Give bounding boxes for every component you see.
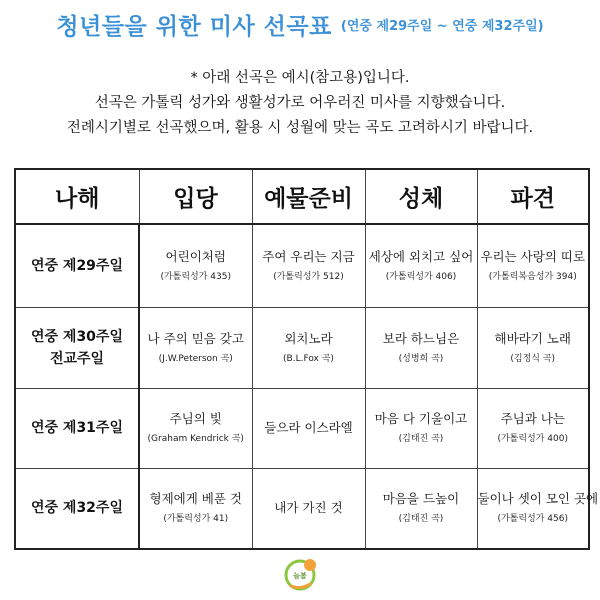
column-header-dismissal: 파견 — [477, 169, 589, 224]
song-title: 나 주의 믿음 갖고 — [147, 330, 244, 346]
row-week-label — [15, 307, 139, 388]
song-source: (가톨릭성가 41) — [163, 514, 229, 525]
song-source: (김태진 곡) — [398, 434, 444, 444]
song-source: (가톨릭성가 400) — [497, 434, 569, 444]
logo-icon — [283, 556, 321, 592]
song-cell — [252, 388, 365, 468]
note-line: * 아래 선곡은 예시(참고용)입니다. — [190, 70, 410, 86]
row-week-label — [15, 224, 139, 307]
row-week-label — [15, 468, 139, 549]
song-cell — [139, 468, 252, 549]
song-source: (J.W.Peterson 곡) — [158, 353, 233, 364]
week-name: 연중 제30주일 — [31, 328, 123, 345]
song-cell — [477, 388, 589, 468]
song-source: (가톨릭성가 512) — [273, 271, 344, 282]
song-cell — [477, 224, 589, 307]
table-row — [15, 388, 589, 468]
song-title: 어린이처럼 — [165, 248, 226, 264]
logo-swoosh — [291, 584, 310, 588]
song-title: 들으라 이스라엘 — [264, 420, 353, 435]
song-cell — [477, 307, 589, 388]
song-source: (김태진 곡) — [398, 514, 444, 525]
song-source: (김정식 곡) — [510, 353, 556, 364]
song-title: 외치노라 — [284, 330, 333, 346]
song-source: (가톨릭성가 406) — [385, 271, 457, 282]
song-title: 둘이나 셋이 모인 곳에 — [477, 491, 599, 507]
song-cell — [139, 307, 252, 388]
column-header-communion: 성체 — [365, 169, 477, 224]
logo-text: 늘봄 — [293, 572, 307, 580]
song-title: 주님과 나는 — [500, 411, 565, 426]
song-title: 세상에 외치고 싶어 — [368, 248, 474, 264]
song-source: (가톨릭복음성가 394) — [488, 271, 577, 282]
week-name: 연중 제32주일 — [31, 500, 123, 517]
notes — [0, 66, 600, 141]
title-row — [0, 8, 600, 42]
song-title: 마음 다 기울이고 — [374, 411, 468, 426]
song-title: 마음을 드높이 — [382, 491, 460, 507]
song-source: (성병희 곡) — [398, 353, 444, 364]
song-cell — [252, 224, 365, 307]
song-title: 해바라기 노래 — [494, 330, 571, 346]
week-name: 연중 제31주일 — [31, 420, 123, 436]
page-subtitle: (연중 제29주일 ~ 연중 제32주일) — [340, 19, 544, 34]
song-cell — [365, 468, 477, 549]
table-row — [15, 468, 589, 549]
column-header-offertory: 예물준비 — [252, 169, 365, 224]
note-line: 선곡은 가톨릭 성가와 생활성가로 어우러진 미사를 지향했습니다. — [94, 95, 506, 111]
song-cell — [365, 307, 477, 388]
column-header-year: 나해 — [15, 169, 139, 224]
song-source: (B.L.Fox 곡) — [283, 353, 334, 364]
song-title: 주님의 빛 — [169, 411, 222, 426]
logo-orange-dot — [304, 559, 316, 571]
song-cell — [477, 468, 599, 549]
song-source: (Graham Kendrick 곡) — [147, 434, 244, 444]
song-source: (가톨릭성가 456) — [497, 514, 569, 525]
song-title: 형제에게 베푼 것 — [149, 491, 242, 507]
song-title: 내가 가진 것 — [274, 500, 343, 516]
song-cell — [365, 224, 477, 307]
song-cell — [139, 224, 252, 307]
table-row — [15, 224, 589, 307]
row-week-label — [15, 388, 139, 468]
table-header-row — [15, 169, 589, 224]
song-title: 보라 하느님은 — [382, 330, 460, 346]
song-cell — [365, 388, 477, 468]
week-feast: 전교주일 — [49, 350, 105, 367]
song-cell — [252, 307, 365, 388]
week-name: 연중 제29주일 — [31, 257, 123, 274]
song-cell — [139, 388, 252, 468]
song-source: (가톨릭성가 435) — [160, 271, 232, 282]
song-cell — [252, 468, 365, 549]
table-row — [15, 307, 589, 388]
song-title: 우리는 사랑의 띠로 — [480, 248, 586, 264]
column-header-entrance: 입당 — [139, 169, 252, 224]
song-table — [14, 168, 599, 550]
song-title: 주여 우리는 지금 — [262, 248, 355, 264]
note-line: 전례시기별로 선곡했으며, 활용 시 성월에 맞는 곡도 고려하시기 바랍니다. — [66, 120, 534, 136]
page-title: 청년들을 위한 미사 선곡표 — [56, 14, 332, 40]
